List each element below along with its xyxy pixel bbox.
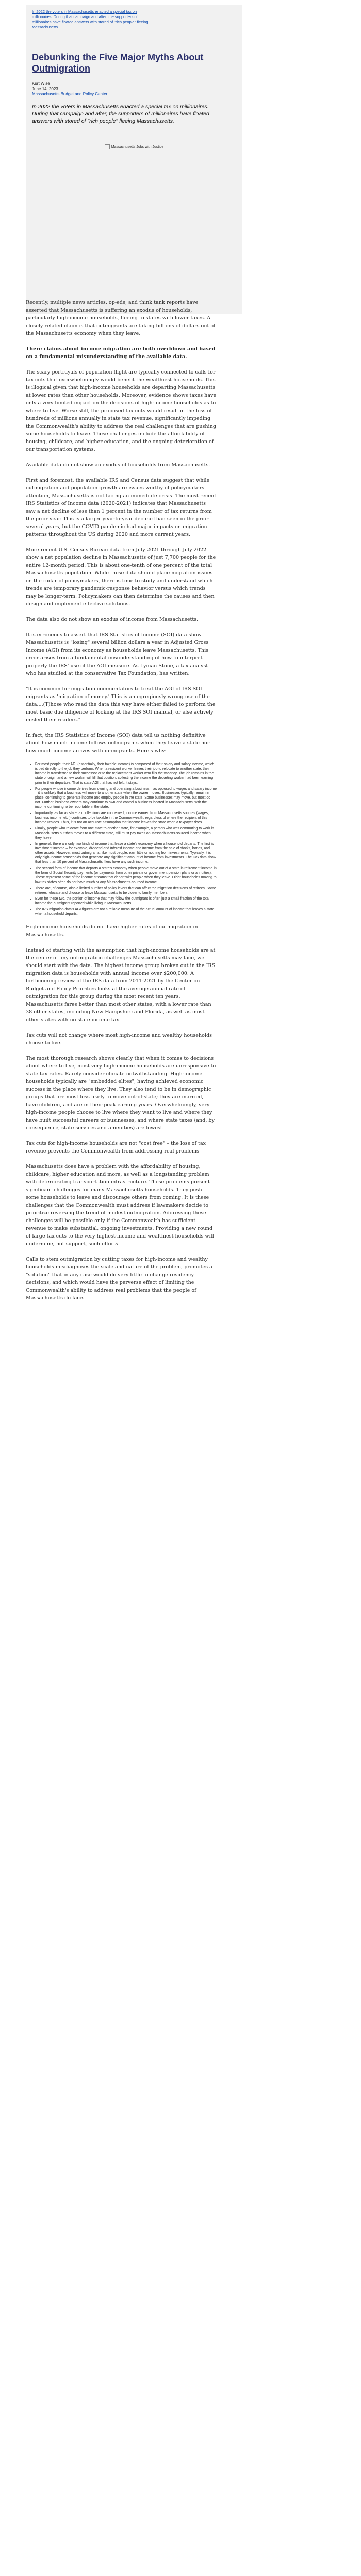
paragraph: In fact, the IRS Statistics of Income (SOI) data tell us nothing definitive about how much income follows outmigrants when they leave a state nor how much income arrives with in-migrants. Here's why: [26,733,210,754]
paragraph: Calls to stem outmigration by cutting taxes for high-income and wealthy households misdiagnoses the scale and nature of the problem, promotes a "solution" that in any case would do very little to change residency decisions, and which would have the perverse effect of limiting the Commonwealth's ability to address real problems that the people of Massachusetts do face. [26,1257,212,1301]
article-date: June 14, 2023 [32,87,58,91]
list-item: • For most people, their AGI (essentially, their taxable income) is composed of their salary and salary income, which is tied directly to the job they perform. When a resident worker leaves their job to relocate to another state, their income is transferred to their successor or to the replacement worker who fills the vacancy. The job remains in the state of origin and a new worker will fill that position, collecting the income the departing worker had been earning prior to their departure. That is state AGI that has not left, it stays. [35,762,217,786]
list-item: • For people whose income derives from owning and operating a business – as opposed to wages and salary income – it is unlikely that a business will move to another state when the owner moves. Businesses typically remain in place, continuing to generate income and employ people in the state. Some businesses may move, but most do not. Further, business owners may continue to own and control a business located in Massachusetts, with the income continuing to be reportable in the state. [35,787,217,810]
paragraph: Recently, multiple news articles, op-eds, and think tank reports have asserted that Massachusetts is suffering an exodus of households, particularly high-income households, fleeing to states with lower taxes. A closely related claim is that outmigrants are taking billions of dollars out of the Massachusetts economy when they leave. [26,300,216,336]
section-heading: The data also do not show an exodus of income from Massachusetts. [26,617,199,622]
list-item: • The IRS migration data's AGI figures are not a reliable measure of the actual amount of income that leaves a state when a household departs. [35,908,217,917]
paragraph: More recent U.S. Census Bureau data from July 2021 through July 2022 show a net population decline in Massachusetts of just 7,700 people for the entire 12-month period. This is about one-tenth of one percent of the total Massachusetts population. While these data should place migration issues on the radar of policymakers, there is time to study and understand which trends are temporary pandemic-response behavior versus which trends may be longer-term. Policymakers can then determine the causes and then design and implement effective solutions. [26,547,216,607]
section-heading: Tax cuts will not change where most high-income and wealthy households choose to live. [26,1032,212,1046]
header-banner [26,5,242,314]
figure-caption: Massachusetts Jobs with Justice [111,145,164,149]
paragraph: It is erroneous to assert that IRS Statistics of Income (SOI) data show Massachusetts is "losing" several billion dollars a year in Adjusted Gross Income (AGI) from its economy as households leave Massachusetts. This error arises from a fundamental misunderstanding of how to interpret properly the IRS' use of the AGI measure. As Lyman Stone, a tax analyst who has studied at the conservative Tax Foundation, has written: [26,632,209,676]
paragraph: Massachusetts does have a problem with the affordability of housing, childcare, higher education and more, as well as a longstanding problem with deteriorating transportation infrastructure. These problems present significant challenges for many Massachusetts households. They push some households to leave and discourage others from coming. It is these challenges that the Commonwealth must address if lawmakers decide to prioritize reversing the trend of modest outmigration. Addressing these challenges will be possible only if the Commonwealth has sufficient revenue to make substantial, ongoing investments. Providing a new round of large tax cuts to the very highest-income and wealthiest households will undermine, not support, such efforts. [26,1164,214,1247]
article-body [26,299,217,1310]
list-item: • Even for these two, the portion of income that may follow the outmigrant is often just a small fraction of the total income the outmigrant reported while living in Massachusetts. [35,897,217,906]
article-dek: In 2022 the voters in Massachusetts enacted a special tax on millionaires. During that campaign and after, the supporters of millionaires have floated answers with stored of "rich people" fleeing Massachusetts. [32,104,209,124]
emphasis-text: There claims about income migration are both overblown and based on a fundamental misunderstanding of the available data. [26,346,216,360]
section-heading: Available data do not show an exodus of households from Massachusetts. [26,462,210,468]
article-meta [32,81,218,97]
list-item: • In general, there are only two kinds of income that leave a state's economy when a household departs: The first is investment income – for example, dividend and interest income and income from the sale of stocks, bonds, and other assets. However, most outmigrants, like most people, earn little or nothing from investments. Typically, it is only high-income households that generate any significant amount of income from investments. The IRS data show that less than 10 percent of Massachusetts filers have any such income. [35,842,217,866]
paragraph: First and foremost, the available IRS and Census data suggest that while outmigration and population growth are issues worthy of policymakers' attention, Massachusetts is not facing an immediate crisis. The most recent IRS Statistics of Income data (2020-2021) indicates that Massachusetts saw a net decline of less than 1 percent in the number of tax returns from the prior year. This is a larger year-to-year decline than seen in the prior several years, but the COVID pandemic had major impacts on migration patterns throughout the US during 2020 and more current years. [26,478,217,537]
article-org-link[interactable]: Massachusetts Budget and Policy Center [32,92,108,96]
quote: "It is common for migration commentators to treat the AGI of IRS SOI migrants as 'migration of money.' This is an egregiously wrong use of the data....(T)hose who read the data this way have either failed to perform the most basic due diligence of looking at the IRS SOI manual, or else actively misled their readers." [26,686,216,723]
list-item: • The second form of income that departs a state's economy when people move out of a state is retirement income in the form of Social Security payments (or payments from other private or government pension plans or annuities). These represent some of the income streams that depart with people when they leave. Older households moving to low-tax states often do not have much or any Massachusetts-sourced income. [35,867,217,885]
list-item: • There are, of course, also a limited number of policy levers that can affect the migration decisions of retirees. Some retirees relocate and choose to leave Massachusetts to be closer to family members. [35,887,217,896]
image-placeholder-icon [105,144,110,149]
list-item: • Finally, people who relocate from one state to another state, for example, a person who was commuting to work in Massachusetts but then moves to a different state, still must pay taxes on Massachusetts-sourced income when they leave. [35,827,217,841]
section-heading: High-income households do not have higher rates of outmigration in Massachusetts. [26,924,198,938]
bullet-list [26,762,217,917]
paragraph: Instead of starting with the assumption that high-income households are at the center of any outmigration challenges Massachusetts may face, we should start with the data. The highest income group broken out in the IRS migration data is households with annual income over $200,000. A forthcoming review of the IRS data from 2011-2021 by the Center on Budget and Policy Priorities looks at the average annual rate of outmigration for this group during the most recent ten years. Massachusetts fares better than most other states, with a lower rate than 38 other states, including New Hampshire and Florida, as well as most other states with no state income tax. [26,947,216,1023]
paragraph: The scary portrayals of population flight are typically connected to calls for tax cuts that overwhelmingly would benefit the wealthiest households. This is illogical given that high-income households are departing Massachusetts at lower rates than other households. Moreover, evidence shows taxes have only a very limited impact on the decisions of high-income households as to where to live. Worse still, the proposed tax cuts would result in the loss of hundreds of millions annually in state tax revenue, significantly impeding the Commonwealth's ability to address the real challenges that are pushing some households to leave. These challenges include the affordability of housing, childcare, and higher education, and the ongoing deterioration of our transportation systems. [26,369,217,452]
article-figure [88,144,180,160]
article-author: Kurt Wise [32,81,50,86]
paragraph [26,345,217,361]
section-heading: Tax cuts for high-income households are not "cost free" – the loss of tax revenue prevents the Commonwealth from addressing real problems [26,1141,206,1155]
paragraph: The most thorough research shows clearly that when it comes to decisions about where to live, most very high-income households are unresponsive to state tax rates. Rarely consider climate notwithstanding. High-income households typically are "embedded elites", having achieved economic success in the place where they live. They also tend to be in demographic groups that are most less likely to move out-of-state; they are married, have children, and are in their peak earning years. Overwhelmingly, very high-income people choose to live where they want to live and where they have built successful careers or businesses, and where state taxes (and, by consequence, state services and amenities) are lowest. [26,1056,216,1131]
article-title[interactable]: Debunking the Five Major Myths About Outmigration [32,52,204,74]
banner-top-link[interactable]: In 2022 the voters in Massachusetts enacted a special tax on millionaires. During that campaign and after, the supporters of millionaires have floated answers with stored of "rich people" fleeing Massachusetts. [32,9,149,29]
list-item: • Importantly, as far as state tax collections are concerned, income earned from Massachusetts sources (wages, business income, etc.) continues to be taxable in the Commonwealth, regardless of where the recipient of this income resides. Thus, it is not an accurate assumption that income leaves the state when a taxpayer does. [35,811,217,825]
